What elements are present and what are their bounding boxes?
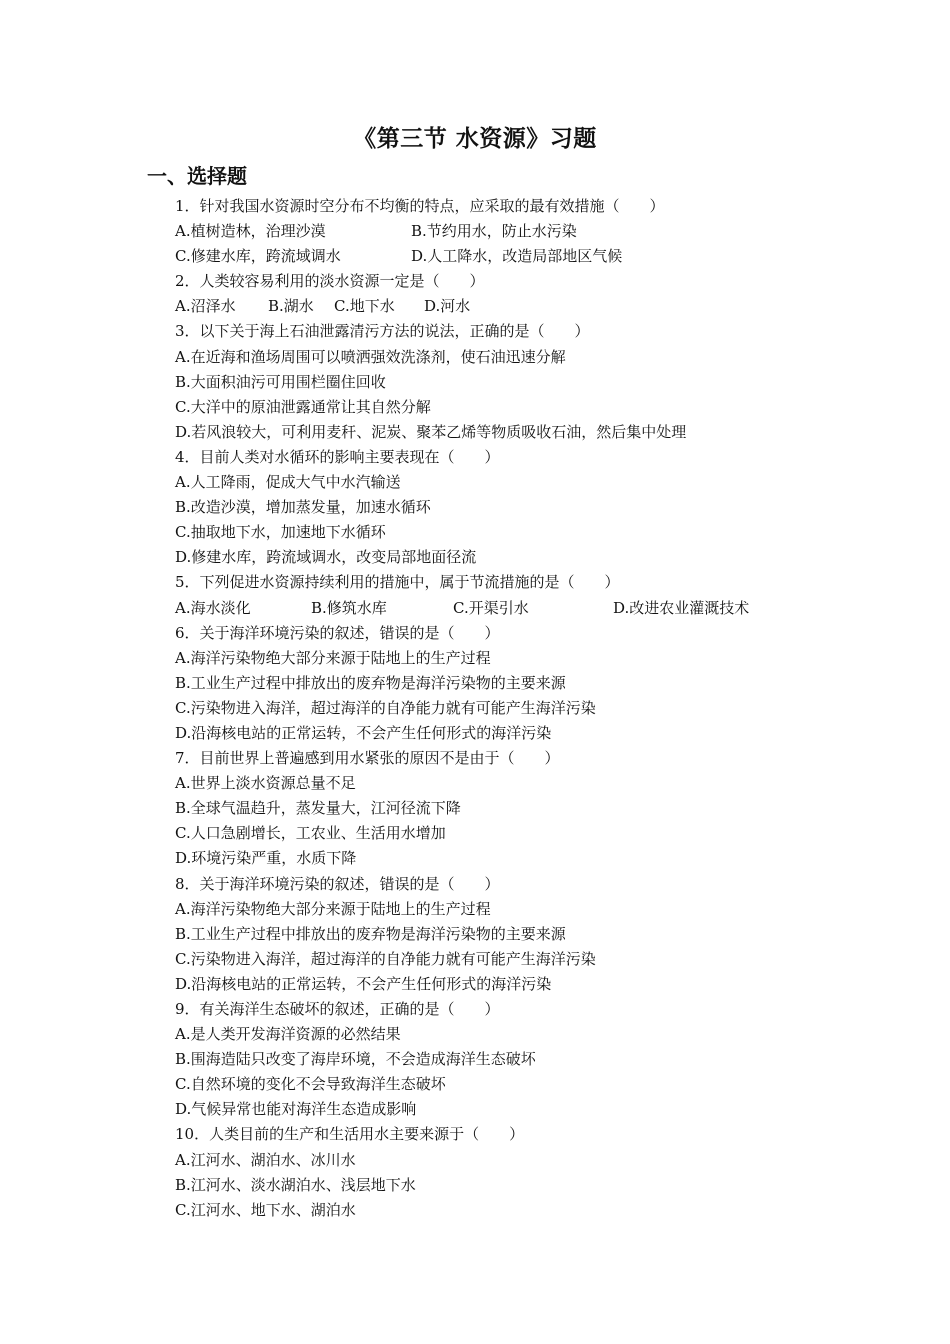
question-7-option-d: D.环境污染严重，水质下降 bbox=[175, 849, 357, 868]
question-9-option-d: D.气候异常也能对海洋生态造成影响 bbox=[175, 1100, 417, 1119]
question-7-option-b: B.全球气温趋升，蒸发量大，江河径流下降 bbox=[175, 799, 461, 818]
question-8-stem: 8．关于海洋环境污染的叙述，错误的是（ ） bbox=[175, 874, 500, 893]
question-5-option-c: C.开渠引水 bbox=[453, 598, 529, 617]
question-6-option-b: B.工业生产过程中排放出的废弃物是海洋污染物的主要来源 bbox=[175, 673, 566, 692]
question-1-option-d: D.人工降水，改造局部地区气候 bbox=[411, 247, 623, 266]
question-9-option-c: C.自然环境的变化不会导致海洋生态破坏 bbox=[175, 1075, 446, 1094]
question-3-option-b: B.大面积油污可用围栏圈住回收 bbox=[175, 372, 386, 391]
question-2-option-c: C.地下水 bbox=[334, 297, 395, 316]
question-2-stem: 2．人类较容易利用的淡水资源一定是（ ） bbox=[175, 272, 485, 291]
question-3-option-c: C.大洋中的原油泄露通常让其自然分解 bbox=[175, 397, 431, 416]
question-6-option-d: D.沿海核电站的正常运转，不会产生任何形式的海洋污染 bbox=[175, 723, 552, 742]
question-4-option-c: C.抽取地下水，加速地下水循环 bbox=[175, 523, 386, 542]
question-4-option-b: B.改造沙漠，增加蒸发量，加速水循环 bbox=[175, 498, 431, 517]
question-1-option-b: B.节约用水，防止水污染 bbox=[411, 222, 577, 241]
question-5-option-b: B.修筑水库 bbox=[311, 598, 387, 617]
question-10-option-c: C.江河水、地下水、湖泊水 bbox=[175, 1200, 356, 1219]
question-5-options-row bbox=[175, 596, 875, 621]
question-3-option-a: A.在近海和渔场周围可以喷洒强效洗涤剂，使石油迅速分解 bbox=[175, 347, 566, 366]
question-7-option-c: C.人口急剧增长，工农业、生活用水增加 bbox=[175, 824, 446, 843]
question-1-options-row-2 bbox=[175, 244, 875, 269]
question-9-stem: 9．有关海洋生态破坏的叙述，正确的是（ ） bbox=[175, 1000, 500, 1018]
question-1-stem: 1．针对我国水资源时空分布不均衡的特点，应采取的最有效措施（ ） bbox=[175, 197, 665, 215]
question-1-option-c: C.修建水库，跨流域调水 bbox=[175, 247, 341, 266]
question-8-option-d: D.沿海核电站的正常运转，不会产生任何形式的海洋污染 bbox=[175, 974, 552, 993]
question-2-option-b: B.湖水 bbox=[268, 297, 314, 316]
document-title: 《第三节 水资源》习题 bbox=[353, 126, 597, 152]
question-2-options-row bbox=[175, 294, 875, 319]
question-3-stem: 3．以下关于海上石油泄露清污方法的说法，正确的是（ ） bbox=[175, 322, 590, 341]
question-10-option-b: B.江河水、淡水湖泊水、浅层地下水 bbox=[175, 1175, 416, 1194]
question-5-option-d: D.改进农业灌溉技术 bbox=[613, 598, 750, 617]
question-list bbox=[175, 194, 875, 1223]
question-10-stem: 10．人类目前的生产和生活用水主要来源于（ ） bbox=[175, 1125, 525, 1144]
question-7-option-a: A.世界上淡水资源总量不足 bbox=[175, 774, 356, 793]
question-6-option-a: A.海洋污染物绝大部分来源于陆地上的生产过程 bbox=[175, 648, 491, 667]
question-3-option-d: D.若风浪较大，可利用麦秆、泥炭、聚苯乙烯等物质吸收石油，然后集中处理 bbox=[175, 422, 687, 441]
question-9-option-b: B.围海造陆只改变了海岸环境，不会造成海洋生态破坏 bbox=[175, 1050, 536, 1069]
question-4-stem: 4．目前人类对水循环的影响主要表现在（ ） bbox=[175, 447, 500, 466]
question-8-option-b: B.工业生产过程中排放出的废弃物是海洋污染物的主要来源 bbox=[175, 924, 566, 943]
question-5-stem: 5．下列促进水资源持续利用的措施中，属于节流措施的是（ ） bbox=[175, 573, 620, 592]
question-9-option-a: A.是人类开发海洋资源的必然结果 bbox=[175, 1025, 401, 1044]
section-heading: 一、选择题 bbox=[147, 164, 247, 188]
question-8-option-c: C.污染物进入海洋，超过海洋的自净能力就有可能产生海洋污染 bbox=[175, 949, 596, 968]
question-5-option-a: A.海水淡化 bbox=[175, 598, 251, 617]
question-2-option-a: A.沼泽水 bbox=[175, 297, 236, 316]
question-6-option-c: C.污染物进入海洋，超过海洋的自净能力就有可能产生海洋污染 bbox=[175, 698, 596, 717]
question-6-stem: 6．关于海洋环境污染的叙述，错误的是（ ） bbox=[175, 623, 500, 642]
question-2-option-d: D.河水 bbox=[424, 297, 471, 316]
question-10-option-a: A.江河水、湖泊水、冰川水 bbox=[175, 1150, 356, 1169]
question-8-option-a: A.海洋污染物绝大部分来源于陆地上的生产过程 bbox=[175, 899, 491, 918]
question-7-stem: 7．目前世界上普遍感到用水紧张的原因不是由于（ ） bbox=[175, 749, 560, 768]
question-4-option-d: D.修建水库，跨流域调水，改变局部地面径流 bbox=[175, 548, 477, 567]
question-4-option-a: A.人工降雨，促成大气中水汽输送 bbox=[175, 473, 401, 492]
question-1-options-row-1 bbox=[175, 219, 875, 244]
question-1-option-a: A.植树造林，治理沙漠 bbox=[175, 222, 326, 241]
